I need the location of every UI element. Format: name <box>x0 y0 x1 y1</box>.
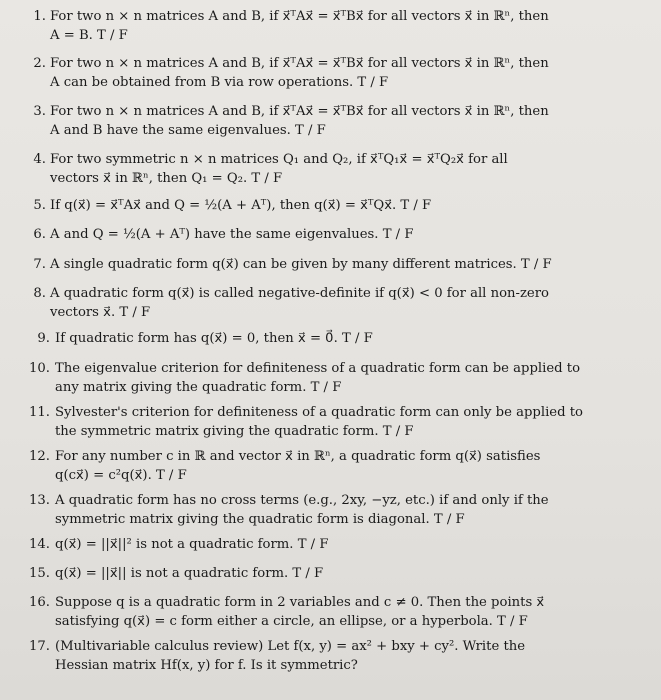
question-number: 10. <box>29 361 50 376</box>
question-text: For two n × n matrices A and B, if x⃗ᵀAx⃗ = x⃗ᵀBx⃗ for all vectors x⃗ in ℝⁿ, then A and B have the same eigenvalues. T / F <box>50 104 549 138</box>
question-text: A single quadratic form q(x⃗) can be given by many different matrices. T / F <box>50 257 552 272</box>
question-number: 12. <box>29 449 50 464</box>
question-text: For two symmetric n × n matrices Q₁ and Q₂, if x⃗ᵀQ₁x⃗ = x⃗ᵀQ₂x⃗ for all vectors x⃗ in ℝⁿ, then Q₁ = Q₂. T / F <box>50 152 508 186</box>
question-text: q(x⃗) = ||x⃗|| is not a quadratic form. T / F <box>55 566 324 581</box>
question-text: Sylvester's criterion for definiteness of a quadratic form can only be applied to the symmetric matrix giving the quadratic form. T / F <box>55 405 583 439</box>
question-number: 7. <box>33 257 46 272</box>
question-number: 9. <box>37 331 50 346</box>
question-number: 8. <box>33 286 46 301</box>
question-number: 2. <box>33 56 46 71</box>
question-text: The eigenvalue criterion for definiteness of a quadratic form can be applied to any matrix giving the quadratic form. T / F <box>55 361 581 395</box>
question-number: 14. <box>29 537 50 552</box>
question-number: 4. <box>33 152 46 167</box>
question-number: 5. <box>33 198 46 213</box>
question-text: If quadratic form has q(x⃗) = 0, then x⃗ = 0⃗. T / F <box>55 331 373 346</box>
question-text: (Multivariable calculus review) Let f(x, y) = ax² + bxy + cy². Write the Hessian matrix Hf(x, y) for f. Is it symmetric? <box>55 639 526 673</box>
question-number: 11. <box>29 405 50 420</box>
question-text: A quadratic form has no cross terms (e.g., 2xy, −yz, etc.) if and only if the symmetric matrix giving the quadratic form is diagonal. T / F <box>55 493 549 527</box>
question-text: A and Q = ½(A + Aᵀ) have the same eigenvalues. T / F <box>50 227 414 242</box>
question-number: 13. <box>29 493 50 508</box>
question-number: 6. <box>33 227 46 242</box>
question-number: 15. <box>29 566 50 581</box>
question-text: For two n × n matrices A and B, if x⃗ᵀAx⃗ = x⃗ᵀBx⃗ for all vectors x⃗ in ℝⁿ, then A can be obtained from B via row operations. T / F <box>50 56 549 90</box>
question-text: A quadratic form q(x⃗) is called negative-definite if q(x⃗) < 0 for all non-zero vectors x⃗. T / F <box>50 286 549 320</box>
question-number: 1. <box>33 9 46 24</box>
question-number: 16. <box>29 595 50 610</box>
question-number: 17. <box>29 639 50 654</box>
question-text: If q(x⃗) = x⃗ᵀAx⃗ and Q = ½(A + Aᵀ), then q(x⃗) = x⃗ᵀQx⃗. T / F <box>50 198 432 213</box>
question-text: q(x⃗) = ||x⃗||² is not a quadratic form. T / F <box>55 537 329 552</box>
question-text: Suppose q is a quadratic form in 2 variables and c ≠ 0. Then the points x⃗ satisfying q(x⃗) = c form either a circle, an ellipse, or a hyperbola. T / F <box>55 595 545 629</box>
question-text: For any number c in ℝ and vector x⃗ in ℝⁿ, a quadratic form q(x⃗) satisfies q(cx⃗) = c²q(x⃗). T / F <box>55 449 541 483</box>
question-text: For two n × n matrices A and B, if x⃗ᵀAx⃗ = x⃗ᵀBx⃗ for all vectors x⃗ in ℝⁿ, then A = B. T / F <box>50 9 549 43</box>
question-number: 3. <box>33 104 46 119</box>
